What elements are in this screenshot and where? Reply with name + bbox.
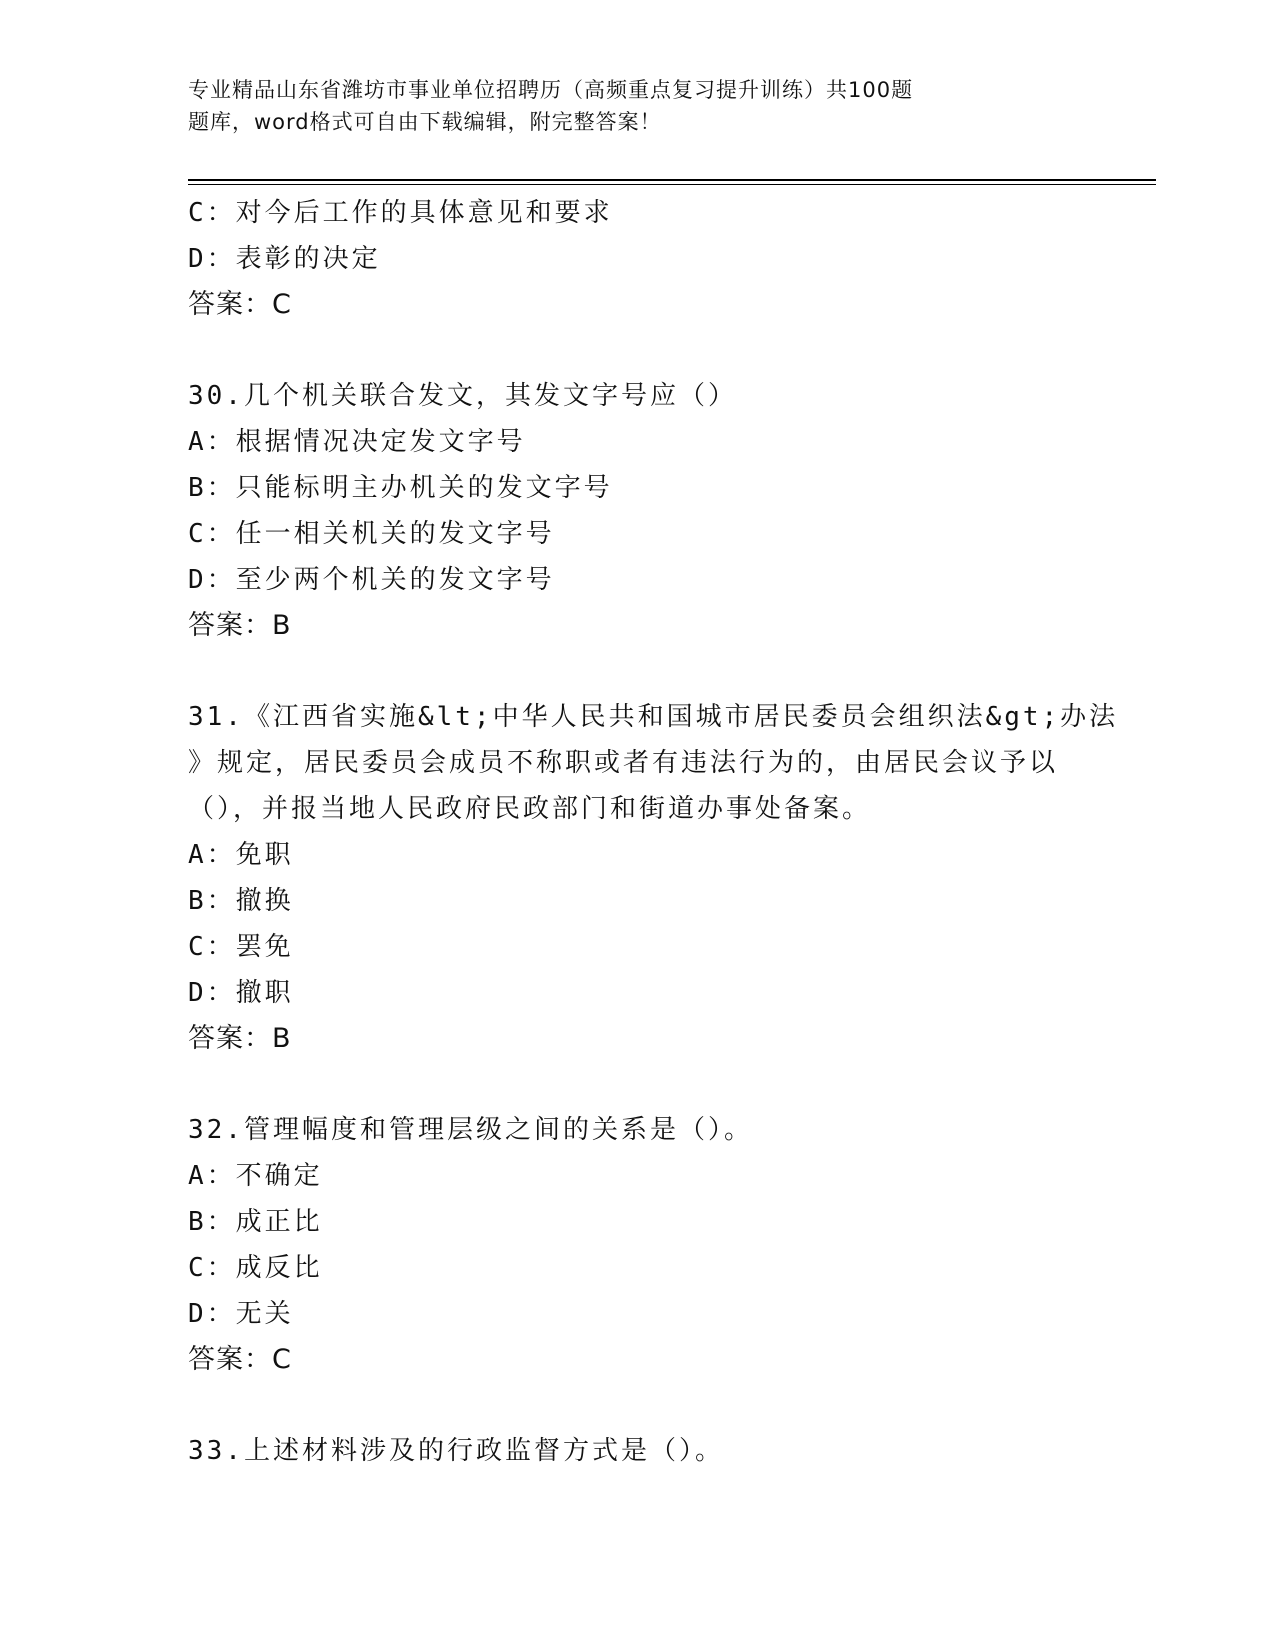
question-text-line-2: 》规定，居民委员会成员不称职或者有违法行为的，由居民会议予以 bbox=[188, 748, 1059, 778]
question-text: 33.上述材料涉及的行政监督方式是（）。 bbox=[188, 1436, 724, 1466]
question-29-tail bbox=[188, 190, 1088, 328]
option-c: C：任一相关机关的发文字号 bbox=[188, 519, 555, 549]
spacer bbox=[188, 1383, 1088, 1428]
answer: 答案：C bbox=[188, 1344, 292, 1375]
header-divider-thick bbox=[188, 179, 1156, 181]
question-32 bbox=[188, 1107, 1088, 1383]
answer: 答案：C bbox=[188, 289, 292, 320]
spacer bbox=[188, 649, 1088, 694]
option-c: C：成反比 bbox=[188, 1253, 323, 1283]
option-d: D：撤职 bbox=[188, 978, 294, 1008]
option-b: B：成正比 bbox=[188, 1207, 323, 1237]
question-33 bbox=[188, 1428, 1088, 1474]
header-divider-thin bbox=[188, 184, 1156, 185]
question-text-line-3: （），并报当地人民政府民政部门和街道办事处备案。 bbox=[188, 794, 872, 824]
header-line-2: 题库，word格式可自由下载编辑，附完整答案！ bbox=[188, 110, 662, 134]
answer: 答案：B bbox=[188, 610, 292, 641]
spacer bbox=[188, 1062, 1088, 1107]
question-text: 30.几个机关联合发文，其发文字号应（） bbox=[188, 381, 737, 411]
option-b: B：只能标明主办机关的发文字号 bbox=[188, 473, 613, 503]
question-text-line-1: 31.《江西省实施&lt;中华人民共和国城市居民委员会组织法&gt;办法 bbox=[188, 702, 1119, 732]
option-d: D：至少两个机关的发文字号 bbox=[188, 565, 555, 595]
question-list bbox=[188, 190, 1119, 1474]
spacer bbox=[188, 328, 1088, 373]
option-a: A：根据情况决定发文字号 bbox=[188, 427, 526, 457]
option-c: C：对今后工作的具体意见和要求 bbox=[188, 198, 613, 228]
question-30 bbox=[188, 373, 1088, 649]
question-31 bbox=[188, 694, 1119, 1062]
option-c: C：罢免 bbox=[188, 932, 294, 962]
question-text: 32.管理幅度和管理层级之间的关系是（）。 bbox=[188, 1115, 753, 1145]
option-d: D：表彰的决定 bbox=[188, 244, 381, 274]
answer: 答案：B bbox=[188, 1023, 292, 1054]
option-a: A：不确定 bbox=[188, 1161, 323, 1191]
option-d: D：无关 bbox=[188, 1299, 294, 1329]
option-b: B：撤换 bbox=[188, 886, 294, 916]
document-header bbox=[188, 74, 1048, 138]
option-a: A：免职 bbox=[188, 840, 294, 870]
header-line-1: 专业精品山东省潍坊市事业单位招聘历（高频重点复习提升训练）共100题 bbox=[188, 78, 914, 102]
